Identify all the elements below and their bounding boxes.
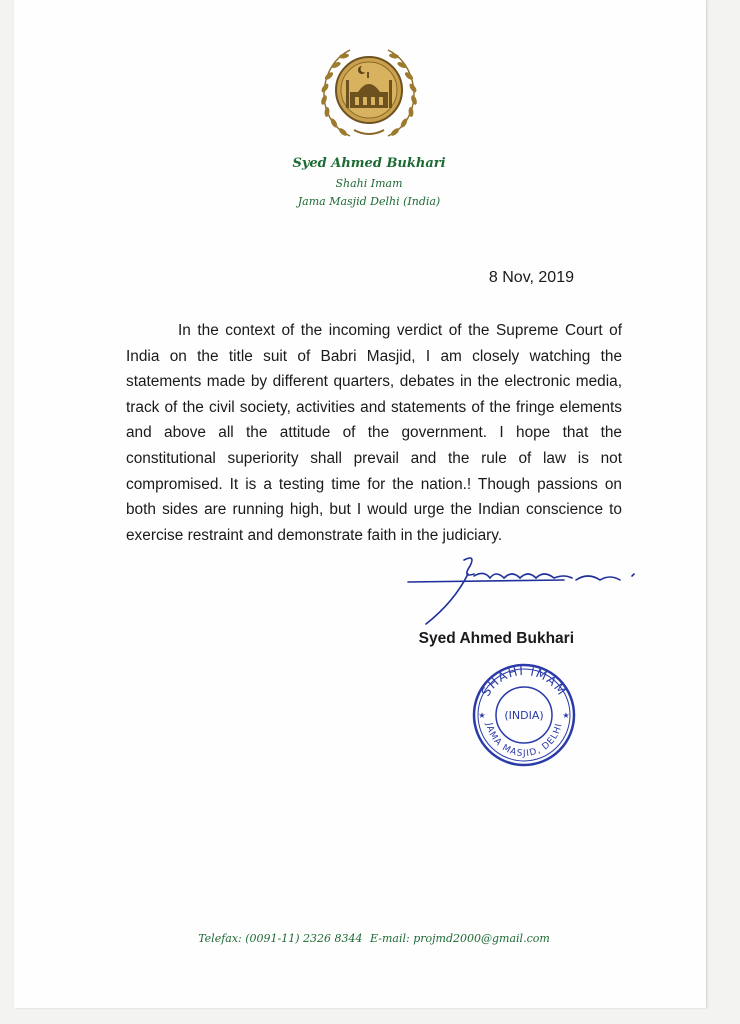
svg-text:JAMA MASJID, DELHI [483, 721, 564, 759]
stamp-center-text: (INDIA) [504, 709, 544, 722]
letterhead-place: Jama Masjid Delhi (India) [297, 195, 441, 208]
letter-footer [114, 932, 634, 945]
letter-date: 8 Nov, 2019 [488, 269, 574, 286]
svg-text:★: ★ [478, 711, 486, 720]
letterhead-name: Syed Ahmed Bukhari [292, 156, 446, 171]
stamp-bottom-text: JAMA MASJID, DELHI [483, 722, 565, 760]
letterhead-title: Shahi Imam [335, 177, 403, 190]
letter-page [14, 0, 706, 1008]
letter-body: In the context of the incoming verdict of the Supreme Court of India on the title suit of Babri Masjid, I am closely watching the statements made by different quarters, debates in the electronic media, track of the civil society, activities and statements of the fringe elements and above all the attitude of the government. I hope that the constitutional superiority shall prevail and the rule of law is not compromised. It is a testing time for the nation.! Though passions on both sides are running high, but I would urge the Indian conscience to exercise restraint and demonstrate faith in the judiciary. [126, 322, 622, 544]
handwritten-signature-icon [404, 552, 654, 630]
footer-telefax: Telefax: (0091-11) 2326 8344 [198, 932, 363, 945]
svg-text:SHAHI IMAM [479, 664, 570, 699]
signer-name: Syed Ahmed Bukhari [418, 630, 574, 647]
svg-text:★: ★ [562, 711, 570, 720]
mosque-emblem-icon [310, 40, 428, 144]
footer-email: E-mail: projmd2000@gmail.com [370, 932, 550, 945]
official-stamp-icon [469, 660, 579, 770]
stamp-top-text: SHAHI IMAM [478, 663, 570, 699]
